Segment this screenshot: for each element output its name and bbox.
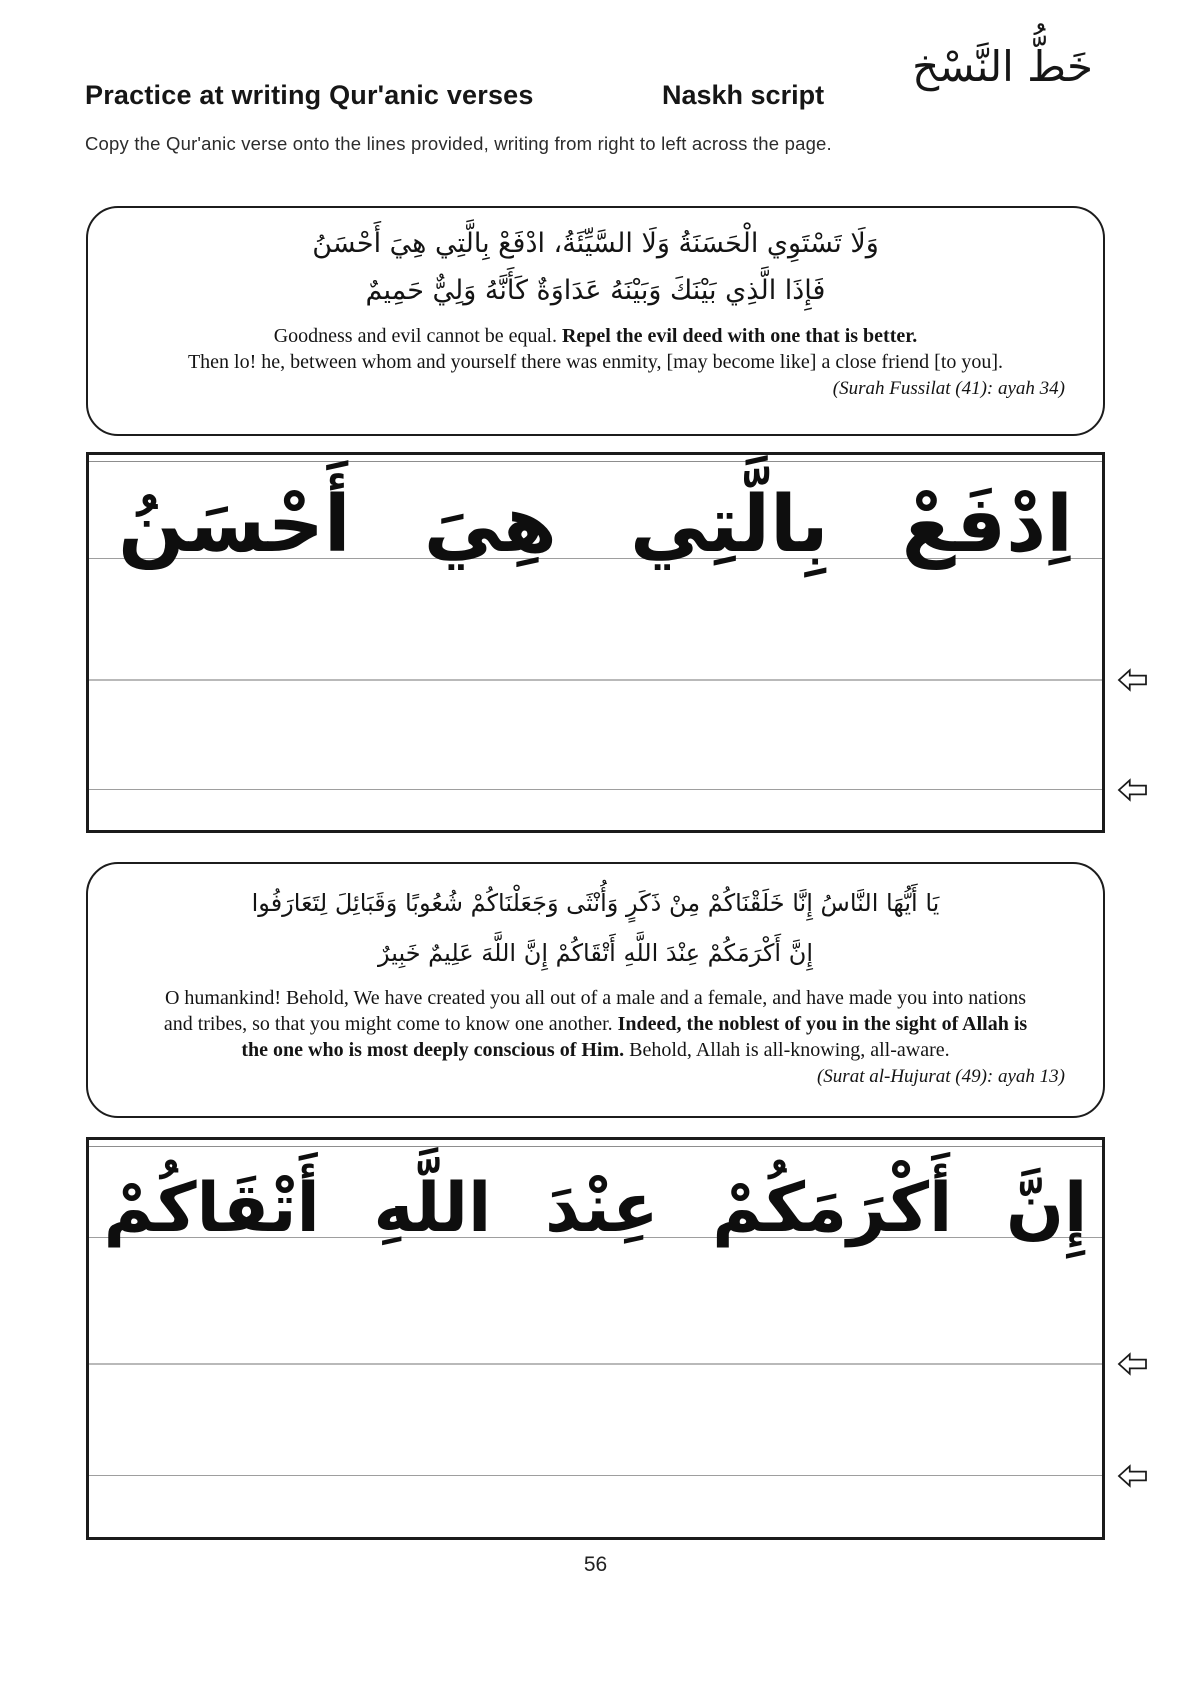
verse-translation: [88, 985, 1103, 1063]
translation-line: O humankind! Behold, We have created you all out of a male and a female, and have made you into nations: [164, 987, 1027, 1009]
rule-line: [89, 1146, 1102, 1147]
naskh-script-arabic-title: خَطُّ النَّسْخ: [912, 42, 1093, 91]
translation-line: [88, 1037, 1103, 1063]
writing-direction-arrow-icon: [1116, 1463, 1150, 1489]
practice-box-2: [86, 1137, 1105, 1540]
rule-line: [89, 789, 1102, 790]
rule-line: [89, 461, 1102, 462]
translation-line: [88, 1011, 1103, 1037]
translation-line: [88, 323, 1103, 349]
naskh-script-label: Naskh script: [662, 80, 825, 110]
page-title: Practice at writing Qur'anic verses: [85, 80, 534, 110]
verse-arabic-line: وَلَا تَسْتَوِي الْحَسَنَةُ وَلَا السَّيِّئَةُ، ادْفَعْ بِالَّتِي هِيَ أَحْسَنُ: [312, 228, 879, 259]
writing-direction-arrow-icon: [1116, 1351, 1150, 1377]
practice-calligraphy: إِنَّ أَكْرَمَكُمْ عِنْدَ اللَّهِ أَتْقَاكُمْ: [103, 1169, 1088, 1248]
verse-translation: [88, 323, 1103, 375]
page-number: 56: [583, 1553, 608, 1576]
verse-arabic-line: إِنَّ أَكْرَمَكُمْ عِنْدَ اللَّهِ أَتْقَاكُمْ إِنَّ اللَّهَ عَلِيمٌ خَبِيرٌ: [377, 939, 814, 967]
rule-line: [89, 679, 1102, 681]
verse-card-fussilat: [86, 206, 1105, 436]
translation-text-bold: the one who is most deeply conscious of Him.: [241, 1039, 625, 1061]
verse-card-hujurat: [86, 862, 1105, 1118]
writing-direction-arrow-icon: [1116, 777, 1150, 803]
translation-text-bold: Indeed, the noblest of you in the sight of Allah is: [617, 1013, 1028, 1035]
verse-attribution: (Surah Fussilat (41): ayah 34): [832, 378, 1065, 399]
translation-line: Then lo! he, between whom and yourself there was enmity, [may become like] a close friend [to you].: [187, 351, 1004, 373]
rule-line: [89, 1475, 1102, 1476]
translation-text-bold: Repel the evil deed with one that is better.: [561, 325, 918, 347]
practice-calligraphy: اِدْفَعْ بِالَّتِي هِيَ أَحْسَنُ: [118, 480, 1073, 570]
verse-arabic-line: يَا أَيُّهَا النَّاسُ إِنَّا خَلَقْنَاكُمْ مِنْ ذَكَرٍ وَأُنْثَى وَجَعَلْنَاكُمْ شُعُوبًا وَقَبَائِلَ لِتَعَارَفُوا: [251, 889, 940, 917]
translation-text: Goodness and evil cannot be equal.: [273, 325, 562, 347]
writing-direction-arrow-icon: [1116, 667, 1150, 693]
translation-text: and tribes, so that you might come to know one another.: [163, 1013, 618, 1035]
rule-line: [89, 1363, 1102, 1365]
verse-attribution: (Surat al-Hujurat (49): ayah 13): [816, 1066, 1065, 1087]
verse-arabic-line: فَإِذَا الَّذِي بَيْنَكَ وَبَيْنَهُ عَدَاوَةٌ كَأَنَّهُ وَلِيٌّ حَمِيمٌ: [365, 275, 826, 306]
translation-text: Behold, Allah is all-knowing, all-aware.: [624, 1039, 950, 1061]
practice-box-1: [86, 452, 1105, 833]
instruction-text: Copy the Qur'anic verse onto the lines provided, writing from right to left across the page.: [85, 133, 832, 154]
